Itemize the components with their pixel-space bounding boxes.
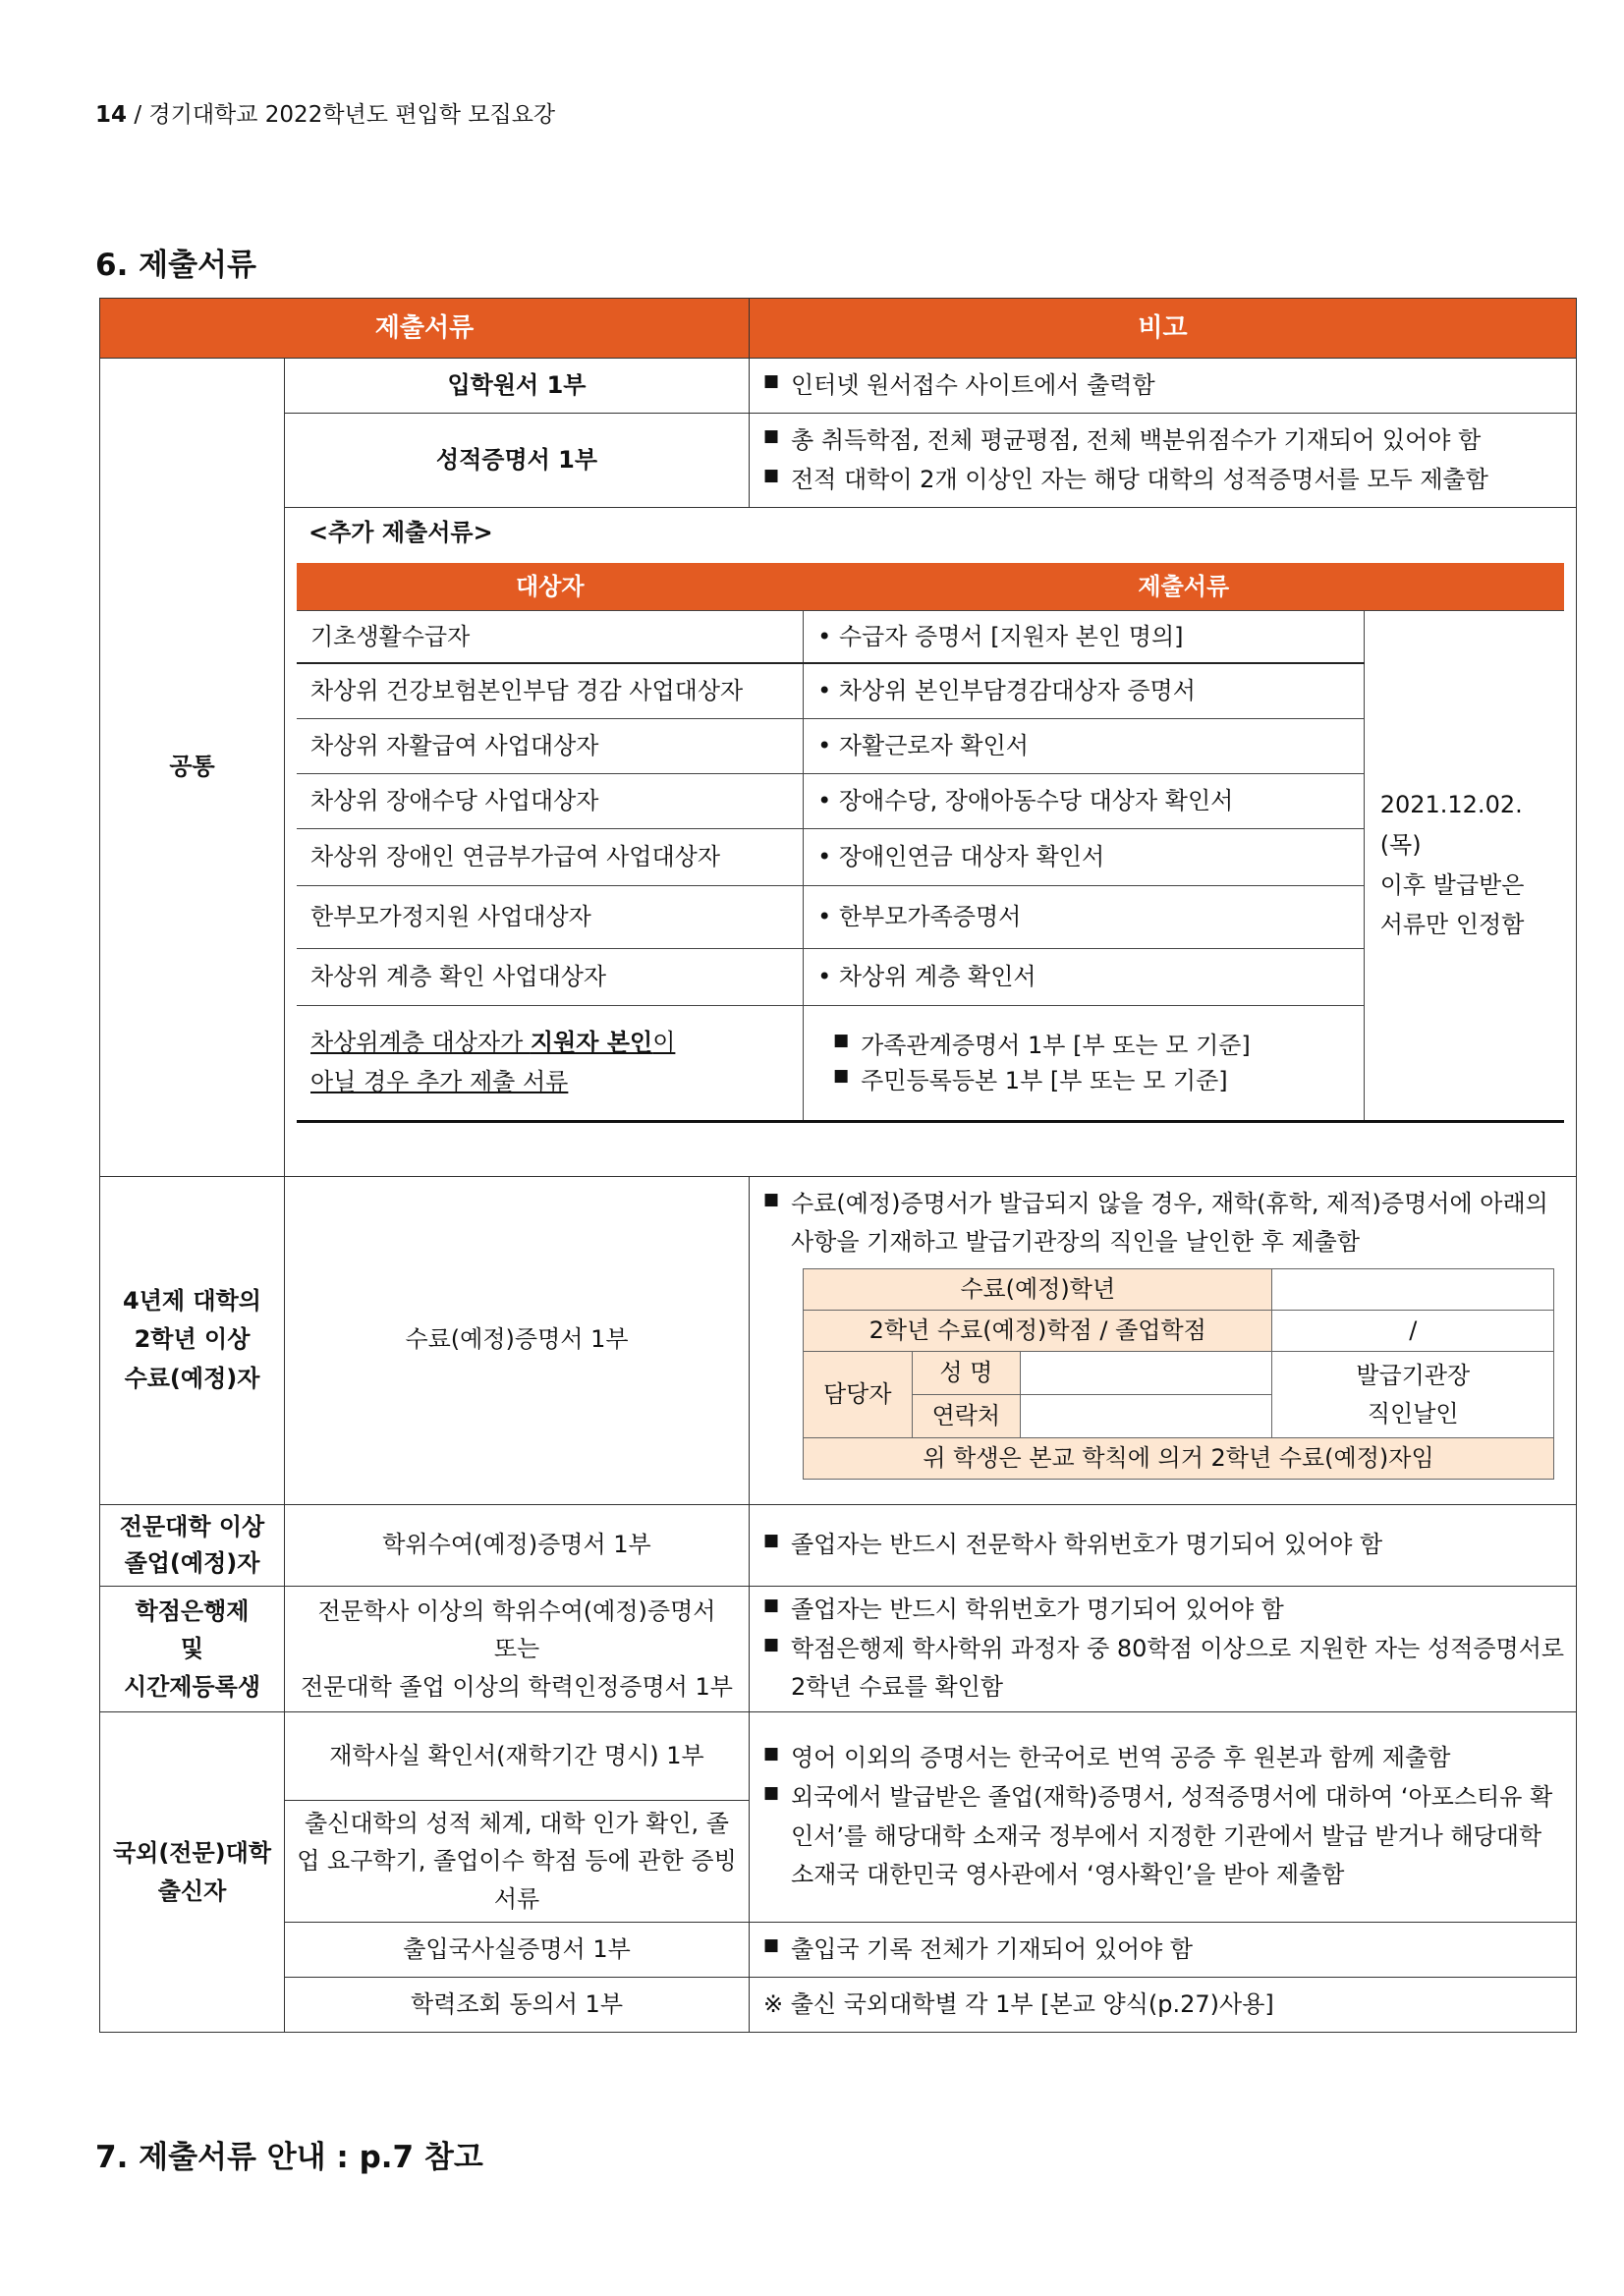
note-line: 서류만 인정함 [1379,911,1525,939]
target-cell: 차상위 계층 확인 사업대상자 [297,948,804,1005]
category-foreign [100,1711,285,2032]
doc-item: ■ 주민등록등본 1부 [부 또는 모 기준] [829,1063,1350,1098]
category-junior-college [100,1504,285,1586]
form-contact-value [1021,1395,1272,1438]
doc-application-form: 입학원서 1부 [285,359,750,414]
note-item: ■ 졸업자는 반드시 전문학사 학위번호가 명기되어 있어야 함 [759,1526,1566,1565]
doc-cell: • 수급자 증명서 [지원자 본인 명의] [804,610,1365,663]
category-credit-bank [100,1586,285,1711]
target-cell: 한부모가정지원 사업대상자 [297,885,804,948]
family-target-text: 차상위계층 대상자가 [310,1029,531,1056]
seal-line: 직인날인 [1367,1399,1459,1428]
sub-header-documents: 제출서류 [804,563,1564,611]
additional-documents-title: <추가 제출서류> [308,519,493,546]
category-line: 시간제등록생 [123,1672,261,1701]
note-credit-bank [750,1586,1577,1711]
target-cell: 기초생활수급자 [297,610,804,663]
doc-cell-family [804,1005,1365,1121]
note-item: ■ 출입국 기록 전체가 기재되어 있어야 함 [759,1931,1566,1970]
note-item: ■ 인터넷 원서접수 사이트에서 출력함 [759,366,1566,406]
note-foreign [750,1711,1577,1922]
doc-cell: • 한부모가족증명서 [804,885,1365,948]
note-item: ■ 졸업자는 반드시 학위번호가 명기되어 있어야 함 [759,1591,1566,1630]
target-cell-family [297,1005,804,1121]
page-header [95,96,555,129]
category-line: 국외(전문)대학 [112,1839,272,1868]
additional-documents-table [297,563,1564,1123]
doc-cell: • 장애수당, 장애아동수당 대상자 확인서 [804,773,1365,828]
sub-header-target: 대상자 [297,563,804,611]
category-line: 및 [180,1635,204,1663]
doc-degree-certificate: 학위수여(예정)증명서 1부 [285,1504,750,1586]
family-target-emphasis: 지원자 본인 [530,1029,653,1056]
note-application-form [750,359,1577,414]
form-credits-label: 2학년 수료(예정)학점 / 졸업학점 [804,1310,1272,1351]
doc-completion-certificate: 수료(예정)증명서 1부 [285,1176,750,1504]
issue-date-note [1364,610,1564,1121]
doc-item: ■ 가족관계증명서 1부 [부 또는 모 기준] [829,1028,1350,1063]
category-line: 4년제 대학의 [123,1286,261,1315]
category-line: 졸업(예정)자 [124,1548,260,1577]
note-item: ■ 수료(예정)증명서가 발급되지 않을 경우, 재학(휴학, 제적)증명서에 아래의 사항을 기재하고 발급기관장의 직인을 날인한 후 제출함 [759,1185,1566,1262]
form-name-value [1021,1352,1272,1395]
doc-cell: • 차상위 계층 확인서 [804,948,1365,1005]
note-item: ■ 영어 이외의 증명서는 한국어로 번역 공증 후 원본과 함께 제출함 [759,1739,1566,1778]
category-common: 공통 [100,359,285,1177]
section-7-title: 7. 제출서류 안내 : p.7 참고 [95,2140,483,2175]
note-line: 이후 발급받은 [1379,870,1525,899]
header-separator: / [134,102,142,128]
note-item: ■ 외국에서 발급받은 졸업(재학)증명서, 성적증명서에 대하여 ‘아포스티유 확인서’를 해당대학 소재국 정부에서 지정한 기관에서 발급 받거나 해당대학 소재국 대한민국 영사관에서 ‘영사확인’을 받아 제출함 [759,1778,1566,1895]
seal-line: 발급기관장 [1356,1362,1471,1390]
category-line: 2학년 이상 [134,1325,251,1354]
doc-verification-consent: 학력조회 동의서 1부 [285,1978,750,2033]
note-degree-certificate [750,1504,1577,1586]
target-cell: 차상위 장애인 연금부가급여 사업대상자 [297,828,804,885]
form-credits-value: / [1272,1310,1554,1351]
family-target-text: 이 [652,1029,676,1056]
form-footer: 위 학생은 본교 학칙에 의거 2학년 수료(예정)자임 [804,1437,1554,1479]
note-immigration-record [750,1923,1577,1978]
page-number: 14 [95,102,128,128]
doc-line: 또는 [493,1635,540,1663]
doc-transcript: 성적증명서 1부 [285,414,750,508]
doc-enrollment-confirmation: 재학사실 확인서(재학기간 명시) 1부 [285,1711,750,1800]
note-item: ■ 학점은행제 학사학위 과정자 중 80학점 이상으로 지원한 자는 성적증명서로 2학년 수료를 확인함 [759,1630,1566,1708]
completion-form-table [803,1268,1554,1480]
header-documents: 제출서류 [100,299,750,359]
header-remarks: 비고 [750,299,1577,359]
family-target-text: 아닐 경우 추가 제출 서류 [310,1067,569,1095]
doc-credit-bank [285,1586,750,1711]
doc-cell: • 장애인연금 대상자 확인서 [804,828,1365,885]
target-cell: 차상위 건강보험본인부담 경감 사업대상자 [297,663,804,718]
section-6-title: 6. 제출서류 [95,248,256,283]
note-item: ■ 전적 대학이 2개 이상인 자는 해당 대학의 성적증명서를 모두 제출함 [759,461,1566,500]
form-seal [1272,1352,1554,1438]
form-manager-label: 담당자 [804,1352,913,1438]
additional-documents-cell [285,508,1577,1177]
form-name-label: 성 명 [912,1352,1021,1395]
category-line: 출신자 [157,1876,227,1905]
documents-table [99,298,1577,2033]
note-item: ■ 총 취득학점, 전체 평균평점, 전체 백분위점수가 기재되어 있어야 함 [759,421,1566,461]
note-line: 2021.12.02.(목) [1379,791,1523,859]
document-title: 경기대학교 2022학년도 편입학 모집요강 [148,102,556,128]
doc-cell: • 자활근로자 확인서 [804,718,1365,773]
doc-immigration-record: 출입국사실증명서 1부 [285,1923,750,1978]
note-completion-certificate [750,1176,1577,1504]
doc-grading-evidence: 출신대학의 성적 체계, 대학 인가 확인, 졸업 요구학기, 졸업이수 학점 등에 관한 증빙서류 [285,1800,750,1922]
form-contact-label: 연락처 [912,1395,1021,1438]
doc-line: 전문대학 졸업 이상의 학력인정증명서 1부 [301,1672,733,1701]
note-verification-consent: ※ 출신 국외대학별 각 1부 [본교 양식(p.27)사용] [750,1978,1577,2033]
form-year-label: 수료(예정)학년 [804,1268,1272,1310]
doc-cell: • 차상위 본인부담경감대상자 증명서 [804,663,1365,718]
form-year-value [1272,1268,1554,1310]
doc-line: 전문학사 이상의 학위수여(예정)증명서 [317,1596,716,1625]
category-line: 학점은행제 [135,1596,250,1625]
category-line: 수료(예정)자 [124,1364,260,1392]
category-line: 전문대학 이상 [119,1512,265,1540]
note-transcript [750,414,1577,508]
target-cell: 차상위 장애수당 사업대상자 [297,773,804,828]
category-four-year [100,1176,285,1504]
target-cell: 차상위 자활급여 사업대상자 [297,718,804,773]
